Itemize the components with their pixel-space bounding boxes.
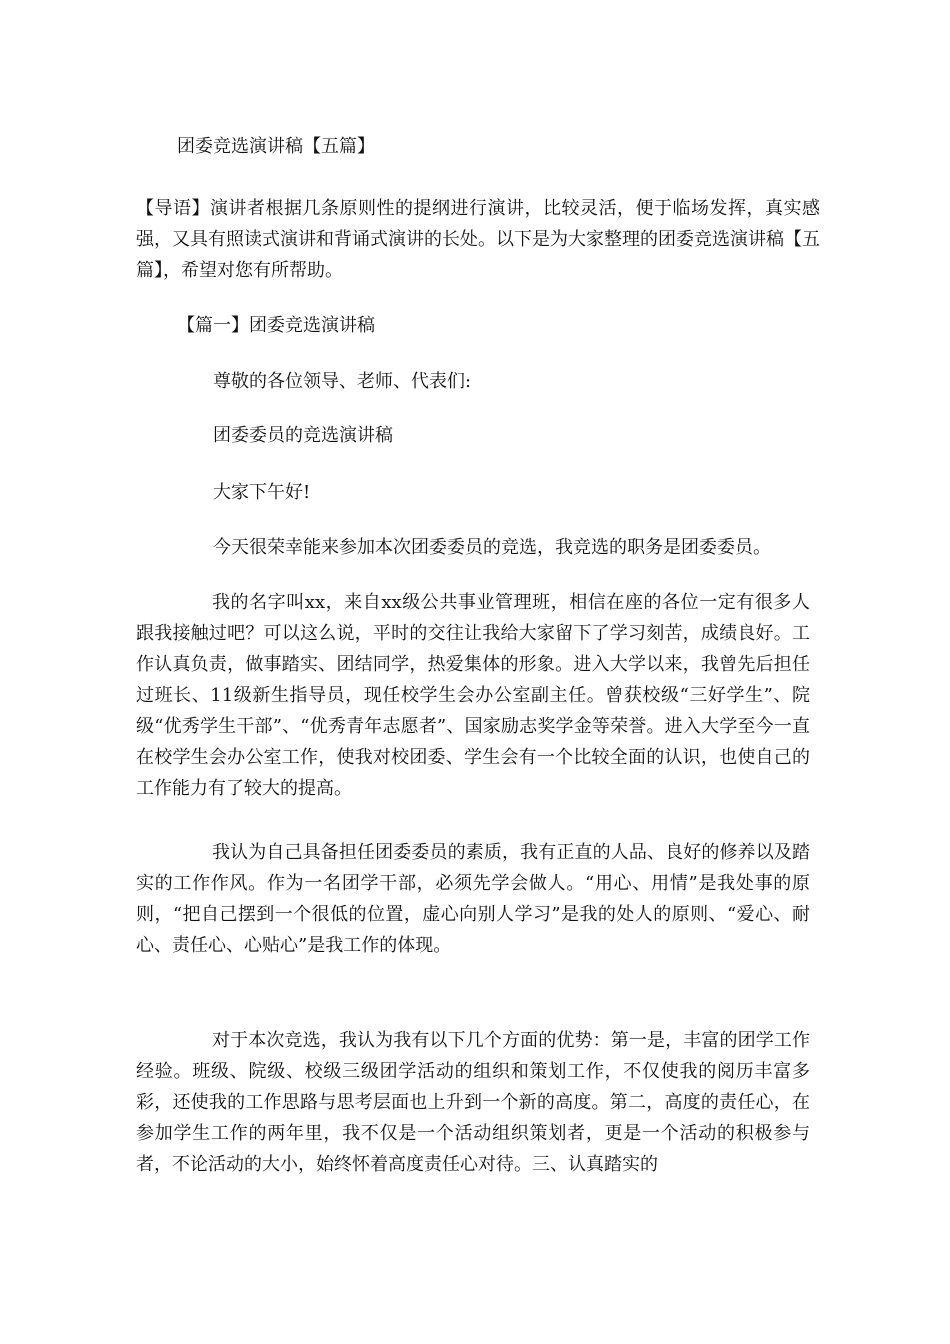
speech-title: 团委委员的竞选演讲稿 [213, 425, 393, 446]
body-paragraph-1: 今天很荣幸能来参加本次团委委员的竞选，我竞选的职务是团委委员。 [213, 537, 771, 558]
document-title: 团委竞选演讲稿【五篇】 [177, 136, 375, 157]
intro-paragraph: 【导语】演讲者根据几条原则性的提纲进行演讲，比较灵活，便于临场发挥，真实感强，又具有照读式演讲和背诵式演讲的长处。以下是为大家整理的团委竞选演讲稿【五篇】，希望对您有所帮助。 [136, 198, 820, 281]
greeting: 大家下午好! [213, 482, 311, 503]
body-paragraph-4: 对于本次竞选，我认为我有以下几个方面的优势：第一是，丰富的团学工作经验。班级、院级、校级三级团学活动的组织和策划工作，不仅使我的阅历丰富多彩，还使我的工作思路与思考层面也上升到一个新的高度。第二，高度的责任心，在参加学生工作的两年里，我不仅是一个活动组织策划者，更是一个活动的积极参与者，不论活动的大小，始终怀着高度责任心对待。三、认真踏实的 [136, 1030, 810, 1175]
section-heading: 【篇一】团委竞选演讲稿 [177, 315, 375, 336]
salutation: 尊敬的各位领导、老师、代表们: [213, 371, 472, 392]
body-paragraph-3: 我认为自己具备担任团委委员的素质，我有正直的人品、良好的修养以及踏实的工作作风。作为一名团学干部，必须先学会做人。“用心、用情”是我处事的原则，“把自己摆到一个很低的位置，虚心向别人学习”是我的处人的原则、“爱心、耐心、责任心、心贴心”是我工作的体现。 [136, 842, 810, 956]
body-paragraph-2: 我的名字叫xx，来自xx级公共事业管理班，相信在座的各位一定有很多人跟我接触过吧？可以这么说，平时的交往让我给大家留下了学习刻苦，成绩良好。工作认真负责，做事踏实、团结同学，热爱集体的形象。进入大学以来，我曾先后担任过班长、11级新生指导员，现任校学生会办公室副主任。曾获校级“三好学生”、院级“优秀学生干部”、“优秀青年志愿者”、国家励志奖学金等荣誉。进入大学至今一直在校学生会办公室工作，使我对校团委、学生会有一个比较全面的认识，也使自己的工作能力有了较大的提高。 [136, 592, 810, 799]
